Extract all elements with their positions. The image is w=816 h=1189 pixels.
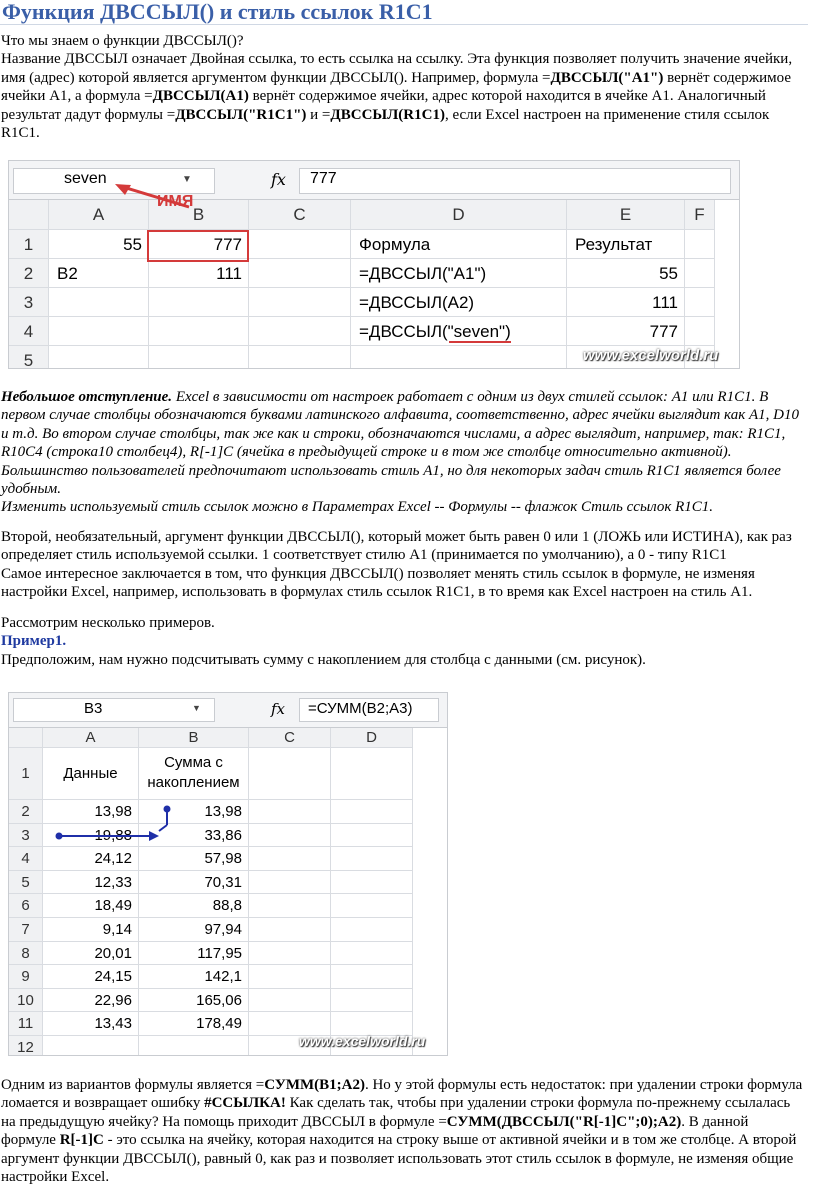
intro-text: вернёт содержимое ячейки, адрес которой находится в ячейке A1. Аналогичный результат дадут формулы = (1, 88, 766, 123)
cell[interactable]: 70,31 (139, 871, 249, 895)
cell[interactable] (685, 259, 715, 288)
function-icon[interactable]: fx (271, 700, 286, 718)
formula-value: 777 (310, 170, 337, 187)
example-1-heading: Пример1. (1, 633, 67, 650)
cell[interactable] (149, 288, 249, 317)
function-icon[interactable]: fx (271, 170, 286, 189)
cell[interactable]: 13,98 (139, 800, 249, 824)
digression-text: Excel в зависимости от настроек работает с одним из двух стилей ссылок: A1 или R1C1. В первом случае столбцы обозначаются буквами латинского алфавита, соответственно, адрес ячейки выглядит как A1, D10 и т.д. Во втором случае столбцы, так же как и строки, обозначаются числами, а адрес выглядит, например, так: R1C1, R10C4 (строка10 столбец4), R[-1]C (ячейка в предыдущей строке и в том же столбце относительно активной). Большинство пользователей предпочитают использовать стиль A1, но для некоторых задач стиль R1C1 является более удобным. (1, 389, 799, 498)
cell[interactable]: 111 (149, 259, 249, 288)
header-line: Сумма с (164, 754, 223, 771)
column-header[interactable]: C (249, 200, 351, 230)
annotation-label: ИМЯ (157, 193, 194, 210)
formula-a1: ДВССЫЛ("A1") (550, 69, 664, 86)
intro-text: Название ДВССЫЛ означает Двойная ссылка, то есть ссылка на ссылку. Эта функция позволяет получить значение ячейки, имя (адрес) которой является аргументом функции ДВССЫЛ(). Например, формула = (1, 51, 793, 86)
final-text: - это ссылка на ячейку, которая находится на строку выше от активной ячейки и в том же столбце. А второй аргумент функции ДВССЫЛ(), равный 0, как раз и позволяет использовать этот стиль ссылок в формуле, не изменяя общие настройки Excel. (1, 1132, 797, 1186)
cell[interactable] (249, 346, 351, 369)
row-header[interactable]: 11 (9, 1012, 43, 1036)
selected-cell-highlight (147, 230, 249, 262)
cell[interactable]: 777 (567, 317, 685, 346)
row-header[interactable]: 6 (9, 894, 43, 918)
page-title: Функция ДВССЫЛ() и стиль ссылок R1C1 (0, 0, 808, 25)
cell[interactable] (249, 317, 351, 346)
cell[interactable]: 55 (49, 230, 149, 259)
cell[interactable]: 24,12 (43, 847, 139, 871)
cell[interactable]: Данные (43, 748, 139, 800)
cell[interactable] (685, 288, 715, 317)
cell[interactable]: 142,1 (139, 965, 249, 989)
cell[interactable] (351, 346, 567, 369)
digression-lead: Небольшое отступление. (1, 389, 173, 405)
header-line: накоплением (147, 774, 240, 791)
column-header[interactable]: A (49, 200, 149, 230)
name-box-value: B3 (84, 700, 103, 717)
column-header[interactable]: B (139, 728, 249, 748)
spreadsheet-example-1 (8, 160, 740, 369)
row-header[interactable]: 9 (9, 965, 43, 989)
second-text-2: Самое интересное заключается в том, что функция ДВССЫЛ() позволяет менять стиль ссылок в формуле, не изменяя настройки Excel, например, использовать в формулах стиль ссылок R1C1, в то время как Excel настроен на стиль A1. (1, 565, 755, 601)
cell[interactable]: =ДВССЫЛ("A1") (351, 259, 567, 288)
row-header[interactable]: 2 (9, 800, 43, 824)
row-header[interactable]: 5 (9, 346, 49, 369)
row-header[interactable]: 12 (9, 1036, 43, 1056)
column-header[interactable]: B (149, 200, 249, 230)
watermark: www.excelworld.ru (299, 1033, 426, 1049)
cell[interactable]: 165,06 (139, 989, 249, 1013)
cell[interactable]: 22,96 (43, 989, 139, 1013)
final-text: Одним из вариантов формулы является = (1, 1077, 265, 1093)
cell[interactable]: 88,8 (139, 894, 249, 918)
row-header[interactable]: 8 (9, 942, 43, 966)
cell[interactable]: 777 (149, 230, 249, 259)
final-text: Как сделать так, чтобы при удалении строки формула по-прежнему ссылалась на предыдущую ячейку? На помощь приходит ДВССЫЛ в формуле = (1, 1095, 791, 1130)
cell[interactable]: 13,43 (43, 1012, 139, 1036)
formula-summ: СУММ(B1;A2) (264, 1077, 365, 1093)
row-header[interactable]: 4 (9, 317, 49, 346)
cell[interactable]: Результат (567, 230, 685, 259)
column-header[interactable]: D (331, 728, 413, 748)
error-ref: #ССЫЛКА! (204, 1095, 286, 1112)
cell[interactable] (249, 259, 351, 288)
cell[interactable]: 55 (567, 259, 685, 288)
row-header[interactable]: 3 (9, 288, 49, 317)
spreadsheet-example-2 (8, 692, 448, 1056)
cell[interactable]: 19,88 (43, 824, 139, 848)
cell[interactable] (49, 317, 149, 346)
example-1-text: Предположим, нам нужно подсчитывать сумму с накоплением для столбца с данными (см. рисунок). (1, 651, 646, 668)
digression-settings: Изменить используемый стиль ссылок можно в Параметрах Excel -- Формулы -- флажок Стиль ссылок R1C1. (1, 499, 714, 516)
intro-paragraph (1, 32, 807, 142)
cell[interactable] (249, 230, 351, 259)
intro-text: вернёт содержимое ячейки A1, а формула = (1, 69, 792, 105)
row-header[interactable]: 4 (9, 847, 43, 871)
chevron-down-icon[interactable]: ▼ (192, 703, 201, 713)
row-header[interactable]: 1 (9, 230, 49, 259)
row-header[interactable]: 3 (9, 824, 43, 848)
row-header[interactable]: 2 (9, 259, 49, 288)
column-header[interactable]: A (43, 728, 139, 748)
cell[interactable] (249, 288, 351, 317)
cell[interactable] (49, 288, 149, 317)
examples-intro: Рассмотрим несколько примеров. (1, 615, 215, 631)
select-all-corner[interactable] (9, 200, 49, 230)
final-text: . В данной формуле (1, 1113, 749, 1149)
second-argument-paragraph (1, 528, 807, 602)
cell[interactable]: 9,14 (43, 918, 139, 942)
final-paragraph (1, 1076, 807, 1186)
second-text: Второй, необязательный, аргумент функции ДВССЫЛ(), который может быть равен 0 или 1 (ЛОЖЬ или ИСТИНА), как раз определяет стиль используемой ссылки. 1 соответствует стилю A1 (принимается по умолчанию), а 0 - типу R1C1 (1, 529, 792, 564)
formula-r1c1: ДВССЫЛ("R1C1") (175, 106, 307, 123)
digression-paragraph (1, 388, 807, 517)
cell[interactable]: Формула (351, 230, 567, 259)
intro-question: Что мы знаем о функции ДВССЫЛ()? (1, 33, 244, 49)
cell[interactable] (49, 346, 149, 369)
row-header[interactable]: 5 (9, 871, 43, 895)
row-header[interactable]: 10 (9, 989, 43, 1013)
cell[interactable] (685, 317, 715, 346)
cell[interactable]: 97,94 (139, 918, 249, 942)
column-header[interactable]: C (249, 728, 331, 748)
seven-underline (449, 341, 511, 343)
cell[interactable]: =ДВССЫЛ(A2) (351, 288, 567, 317)
cell[interactable] (149, 346, 249, 369)
formula-ref-r1c1: ДВССЫЛ(R1C1) (330, 106, 445, 123)
column-header[interactable]: F (685, 200, 715, 230)
intro-text: , если Excel настроен на применение стиля ссылок R1C1. (1, 106, 770, 142)
row-header[interactable]: 7 (9, 918, 43, 942)
cell[interactable]: 117,95 (139, 942, 249, 966)
cell[interactable] (149, 317, 249, 346)
examples-paragraph (1, 614, 807, 669)
cell[interactable]: B2 (49, 259, 149, 288)
reference-arrows (9, 693, 447, 1055)
cell[interactable]: 18,49 (43, 894, 139, 918)
cell[interactable] (685, 230, 715, 259)
cell[interactable]: =ДВССЫЛ("seven") (351, 317, 567, 346)
cell[interactable]: 33,86 (139, 824, 249, 848)
formula-value: =СУММ(B2;A3) (308, 700, 413, 717)
formula-r1c1-ref: R[-1]C (59, 1132, 104, 1149)
formula-ref-a1: ДВССЫЛ(A1) (152, 88, 249, 105)
formula-indirect: СУММ(ДВССЫЛ("R[-1]C";0);A2) (446, 1113, 682, 1130)
row-header[interactable]: 1 (9, 748, 43, 800)
cell[interactable]: 178,49 (139, 1012, 249, 1036)
cell[interactable]: 24,15 (43, 965, 139, 989)
chevron-down-icon[interactable]: ▼ (182, 174, 192, 185)
column-header[interactable]: D (351, 200, 567, 230)
cell[interactable]: 57,98 (139, 847, 249, 871)
cell[interactable]: 13,98 (43, 800, 139, 824)
column-header[interactable]: E (567, 200, 685, 230)
final-text: . Но у этой формулы есть недостаток: при удалении строки формула ломается и возвращает ошибку (1, 1077, 803, 1112)
intro-text: и = (306, 106, 331, 123)
cell[interactable]: 111 (567, 288, 685, 317)
name-box-value: seven (64, 170, 107, 187)
formula-input[interactable] (299, 168, 731, 194)
cell[interactable]: 12,33 (43, 871, 139, 895)
watermark: www.excelworld.ru (583, 347, 719, 364)
cell[interactable]: 20,01 (43, 942, 139, 966)
